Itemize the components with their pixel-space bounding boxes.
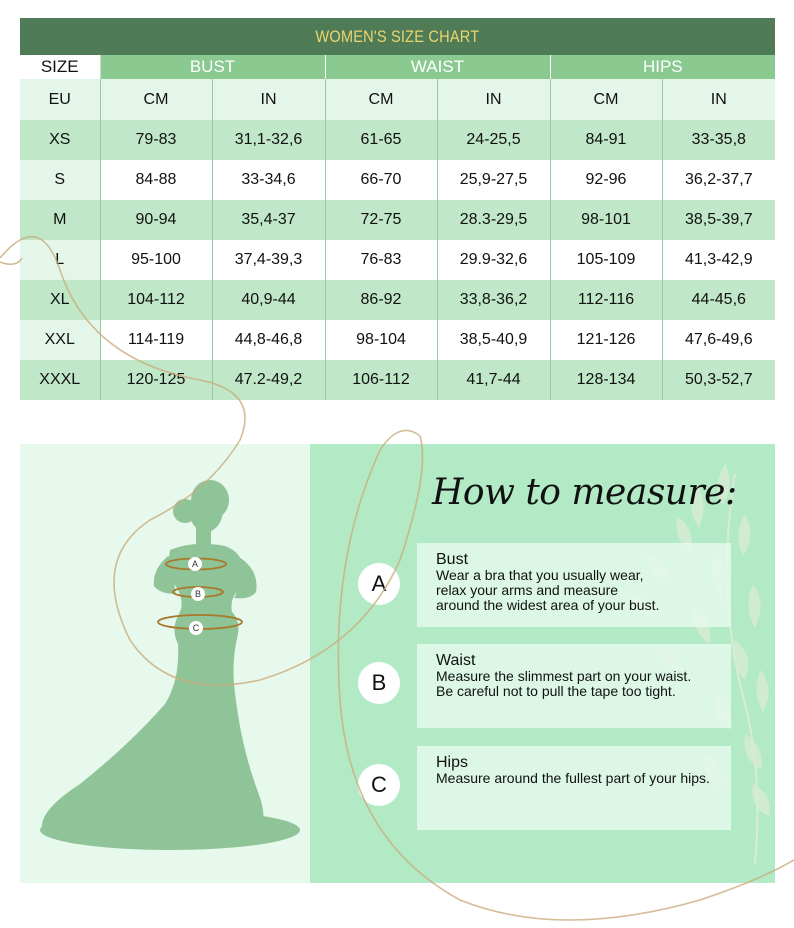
table-row xyxy=(20,280,775,320)
table-row xyxy=(20,320,775,360)
table-cell: 106-112 xyxy=(325,360,437,400)
step-badge-b: B xyxy=(358,662,400,704)
unit-header: IN xyxy=(212,79,325,120)
step-desc: Measure around the fullest part of your hips. xyxy=(436,770,710,786)
table-cell: 35,4-37 xyxy=(212,200,325,240)
table-cell: 28.3-29,5 xyxy=(437,200,550,240)
table-row xyxy=(20,360,775,400)
table-cell: 44,8-46,8 xyxy=(212,320,325,360)
table-cell: 61-65 xyxy=(325,120,437,160)
step-name: Waist xyxy=(436,652,476,669)
table-cell: 120-125 xyxy=(100,360,212,400)
size-label: XS xyxy=(20,120,100,160)
table-cell: 84-91 xyxy=(550,120,662,160)
hips-header: HIPS xyxy=(550,55,775,79)
step-name: Hips xyxy=(436,754,469,771)
step-name: Bust xyxy=(436,551,469,568)
step-desc: Wear a bra that you usually wear, relax your arms and measure around the widest area of your bust. xyxy=(436,567,660,613)
table-row xyxy=(20,120,775,160)
chart-title: WOMEN'S SIZE CHART xyxy=(20,18,775,55)
table-cell: 41,7-44 xyxy=(437,360,550,400)
table-cell: 95-100 xyxy=(100,240,212,280)
waist-header: WAIST xyxy=(325,55,550,79)
dress-silhouette xyxy=(20,444,310,883)
table-cell: 36,2-37,7 xyxy=(662,160,775,200)
size-label: XXL xyxy=(20,320,100,360)
table-cell: 104-112 xyxy=(100,280,212,320)
figure-marker-a: A xyxy=(188,557,202,571)
table-cell: 50,3-52,7 xyxy=(662,360,775,400)
table-row xyxy=(20,160,775,200)
table-cell: 40,9-44 xyxy=(212,280,325,320)
table-cell: 105-109 xyxy=(550,240,662,280)
size-label: S xyxy=(20,160,100,200)
table-row xyxy=(20,200,775,240)
table-cell: 33-35,8 xyxy=(662,120,775,160)
table-cell: 98-104 xyxy=(325,320,437,360)
table-cell: 92-96 xyxy=(550,160,662,200)
table-cell: 98-101 xyxy=(550,200,662,240)
table-cell: 38,5-39,7 xyxy=(662,200,775,240)
table-cell: 128-134 xyxy=(550,360,662,400)
table-cell: 33-34,6 xyxy=(212,160,325,200)
step-badge-c: C xyxy=(358,764,400,806)
table-cell: 41,3-42,9 xyxy=(662,240,775,280)
table-cell: 76-83 xyxy=(325,240,437,280)
table-cell: 112-116 xyxy=(550,280,662,320)
unit-header: CM xyxy=(325,79,437,120)
table-cell: 37,4-39,3 xyxy=(212,240,325,280)
figure-marker-c: C xyxy=(189,621,203,635)
step-card-bust xyxy=(417,543,731,627)
region-label: EU xyxy=(20,79,100,120)
table-cell: 114-119 xyxy=(100,320,212,360)
table-cell: 31,1-32,6 xyxy=(212,120,325,160)
unit-header: IN xyxy=(662,79,775,120)
step-badge-a: A xyxy=(358,563,400,605)
unit-header: IN xyxy=(437,79,550,120)
table-cell: 84-88 xyxy=(100,160,212,200)
table-cell: 25,9-27,5 xyxy=(437,160,550,200)
step-card-waist xyxy=(417,644,731,728)
table-cell: 44-45,6 xyxy=(662,280,775,320)
table-cell: 38,5-40,9 xyxy=(437,320,550,360)
size-label: M xyxy=(20,200,100,240)
figure-marker-b: B xyxy=(191,587,205,601)
howto-title: How to measure: xyxy=(432,472,737,513)
table-cell: 121-126 xyxy=(550,320,662,360)
size-column-header: SIZE xyxy=(20,55,100,79)
table-cell: 47,6-49,6 xyxy=(662,320,775,360)
measure-panel xyxy=(20,444,775,883)
unit-header: CM xyxy=(550,79,662,120)
table-cell: 72-75 xyxy=(325,200,437,240)
table-row xyxy=(20,240,775,280)
size-label: XL xyxy=(20,280,100,320)
unit-header: CM xyxy=(100,79,212,120)
step-card-hips xyxy=(417,746,731,830)
table-cell: 33,8-36,2 xyxy=(437,280,550,320)
howto-area xyxy=(310,444,775,883)
size-rows xyxy=(20,120,775,400)
size-label: L xyxy=(20,240,100,280)
units-row xyxy=(20,79,775,120)
table-cell: 29.9-32,6 xyxy=(437,240,550,280)
bust-header: BUST xyxy=(100,55,325,79)
table-cell: 47.2-49,2 xyxy=(212,360,325,400)
table-cell: 79-83 xyxy=(100,120,212,160)
table-cell: 86-92 xyxy=(325,280,437,320)
table-cell: 24-25,5 xyxy=(437,120,550,160)
step-desc: Measure the slimmest part on your waist. Be careful not to pull the tape too tight. xyxy=(436,668,692,699)
table-cell: 90-94 xyxy=(100,200,212,240)
size-label: XXXL xyxy=(20,360,100,400)
table-cell: 66-70 xyxy=(325,160,437,200)
size-chart-table xyxy=(20,18,775,400)
figure-area xyxy=(20,444,310,883)
